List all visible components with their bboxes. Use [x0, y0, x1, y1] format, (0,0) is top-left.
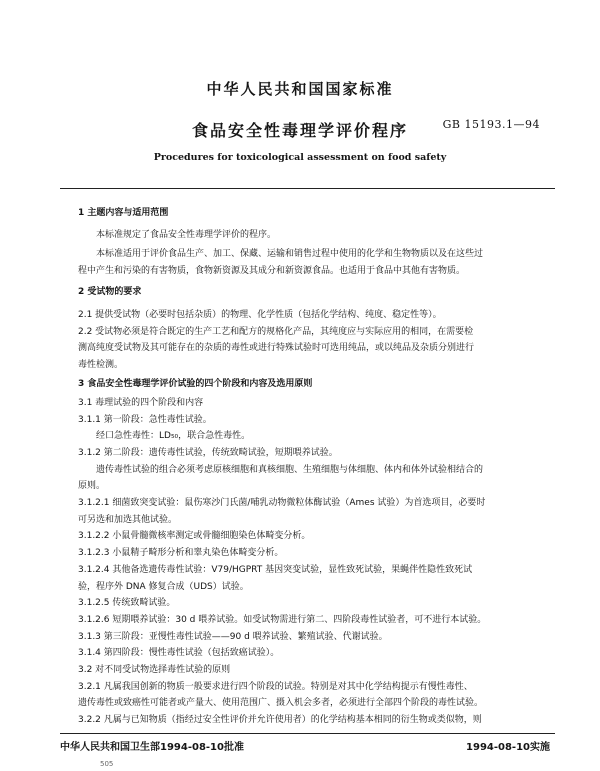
clause-3-1-2-2: 3.1.2.2 小鼠骨髓微核率测定或骨髓细胞染色体畸变分析。	[78, 531, 311, 542]
clause-3-2-2: 3.2.2 凡属与已知物质（指经过安全性评价并允许使用者）的化学结构基本相同的衍生物或类似物，则	[78, 715, 482, 725]
clause-3-1-1-detail: 经口急性毒性：LD₅₀，联合急性毒性。	[96, 431, 251, 442]
clause-3-1-2-3: 3.1.2.3 小鼠精子畸形分析和睾丸染色体畸变分析。	[78, 548, 284, 559]
section-1-heading: 1 主题内容与适用范围	[78, 208, 169, 218]
clause-3-1-1: 3.1.1 第一阶段：急性毒性试验。	[78, 414, 212, 425]
header-divider	[60, 188, 555, 189]
clause-3-1-2-1: 3.1.2.1 细菌致突变试验：鼠伤寒沙门氏菌/哺乳动物微粒体酶试验（Ames 试验）为首选项目，必要时	[78, 498, 486, 509]
paragraph: 遗传毒性试验的组合必须考虑原核细胞和真核细胞、生殖细胞与体细胞、体内和体外试验相结合的	[96, 464, 484, 475]
approval-note: 中华人民共和国卫生部1994-08-10批准	[60, 742, 244, 753]
section-3-heading: 3 食品安全性毒理学评价试验的四个阶段和内容及选用原则	[78, 378, 313, 389]
clause-3-1: 3.1 毒理试验的四个阶段和内容	[78, 398, 204, 408]
clause-2-1: 2.1 提供受试物（必要时包括杂质）的物理、化学性质（包括化学结构、纯度、稳定性等）。	[78, 309, 442, 320]
clause-3-1-2-5: 3.1.2.5 传统致畸试验。	[78, 598, 176, 609]
paragraph: 本标准规定了食品安全性毒理学评价的程序。	[96, 230, 277, 241]
paragraph: 本标准适用于评价食品生产、加工、保藏、运输和销售过程中使用的化学和生物物质以及在这些过	[96, 248, 484, 259]
document-title: 食品安全性毒理学评价程序	[191, 121, 408, 140]
implementation-date: 1994-08-10实施	[466, 742, 550, 753]
clause-2-2: 2.2 受试物必须是符合既定的生产工艺和配方的规格化产品，其纯度应与实际应用的相同，在需要检	[78, 326, 474, 337]
clause-3-1-2-4: 3.1.2.4 其他备选遗传毒性试验：V79/HGPRT 基因突变试验，显性致死试验，果蝇伴性隐性致死试	[78, 564, 473, 575]
standard-code: GB 15193.1—94	[442, 118, 540, 131]
section-2-heading: 2 受试物的要求	[78, 286, 142, 297]
clause-3-1-2: 3.1.2 第二阶段：遗传毒性试验，传统致畸试验，短期喂养试验。	[78, 448, 338, 459]
clause-3-2: 3.2 对不同受试物选择毒性试验的原则	[78, 664, 231, 675]
national-standard-title: 中华人民共和国国家标准	[206, 80, 394, 98]
footer-divider	[60, 733, 555, 734]
page-number: 505	[100, 760, 114, 768]
clause-2-2: 测高纯度受试物及其可能存在的杂质的毒性或进行特殊试验时可选用纯品，或以纯品及杂质分别进行	[78, 343, 475, 354]
clause-3-1-3: 3.1.3 第三阶段：亚慢性毒性试验——90 d 喂养试验、繁殖试验、代谢试验。	[78, 631, 388, 642]
clause-3-2-1: 遗传毒性或致癌性可能者或产量大、使用范围广、摄入机会多者，必须进行全部四个阶段的毒性试验。	[78, 698, 484, 709]
clause-3-1-2-1: 可另选和加选其他试验。	[78, 514, 178, 525]
paragraph: 原则。	[78, 481, 106, 492]
clause-2-2: 毒性检测。	[78, 360, 124, 370]
clause-3-1-2-4: 验，程序外 DNA 修复合成（UDS）试验。	[78, 581, 249, 592]
clause-3-1-4: 3.1.4 第四阶段：慢性毒性试验（包括致癌试验）。	[78, 648, 280, 659]
clause-3-1-2-6: 3.1.2.6 短期喂养试验：30 d 喂养试验。如受试物需进行第二、四阶段毒性试验者，可不进行本试验。	[78, 614, 487, 625]
paragraph: 程中产生和污染的有害物质，食物新资源及其成分和新资源食品。也适用于食品中其他有害物质。	[78, 266, 466, 277]
document-title-en: Procedures for toxicological assessment on food safety	[153, 152, 447, 163]
clause-3-2-1: 3.2.1 凡属我国创新的物质一般要求进行四个阶段的试验。特别是对其中化学结构提示有慢性毒性、	[78, 681, 473, 692]
